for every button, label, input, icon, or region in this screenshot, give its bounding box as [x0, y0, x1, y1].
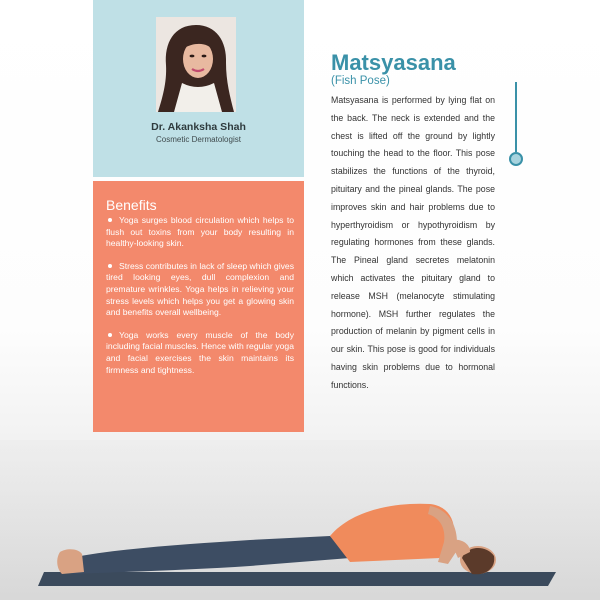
benefit-item	[106, 261, 294, 319]
decorative-line	[515, 82, 517, 152]
author-portrait-image	[156, 17, 236, 112]
fish-pose-illustration	[0, 440, 600, 600]
fish-pose-photo	[0, 440, 600, 600]
decorative-dot-icon	[509, 152, 523, 166]
bullet-icon	[108, 264, 112, 268]
article-body: Matsyasana is performed by lying flat on the back. The neck is extended and the chest is lifted off the ground by lightly touching the head to the floor. This pose stabilizes the functions of the thyroid, pituitary and the pineal glands. The pose improves skin and hair problems due to hyperthyroidism or hypothyroidism by regulating hormones from these glands. The Pineal gland secretes melatonin which activates the pituitary gland to release MSH (melanocyte stimulating hormone). MSH further regulates the production of melanin by pigment cells in our skin. This pose is good for individuals having skin problems due to hormonal functions.	[331, 95, 495, 390]
benefit-text: Yoga surges blood circulation which helps to flush out toxins from your body resulting in healthy-looking skin.	[106, 215, 294, 249]
benefit-item	[106, 215, 294, 250]
author-card	[93, 0, 304, 177]
bullet-icon	[108, 333, 112, 337]
article-subtitle: (Fish Pose)	[331, 75, 390, 87]
benefit-item	[106, 330, 294, 376]
benefits-card	[93, 181, 304, 432]
bullet-icon	[108, 218, 112, 222]
benefits-title: Benefits	[106, 197, 157, 213]
author-role: Cosmetic Dermatologist	[156, 135, 241, 144]
article	[331, 50, 524, 395]
author-photo	[156, 17, 236, 112]
article-title: Matsyasana	[331, 50, 456, 75]
benefit-text: Yoga works every muscle of the body including facial muscles. Hence with regular yoga and facial exercises the skin maintains its firmness and tightness.	[106, 329, 294, 375]
benefit-text: Stress contributes in lack of sleep which gives tired looking eyes, dull complexion and premature wrinkles. Yoga helps in relieving your stress levels which helps you get a glowing skin and benefits overall wellbeing.	[106, 260, 294, 318]
author-name: Dr. Akanksha Shah	[151, 121, 246, 133]
